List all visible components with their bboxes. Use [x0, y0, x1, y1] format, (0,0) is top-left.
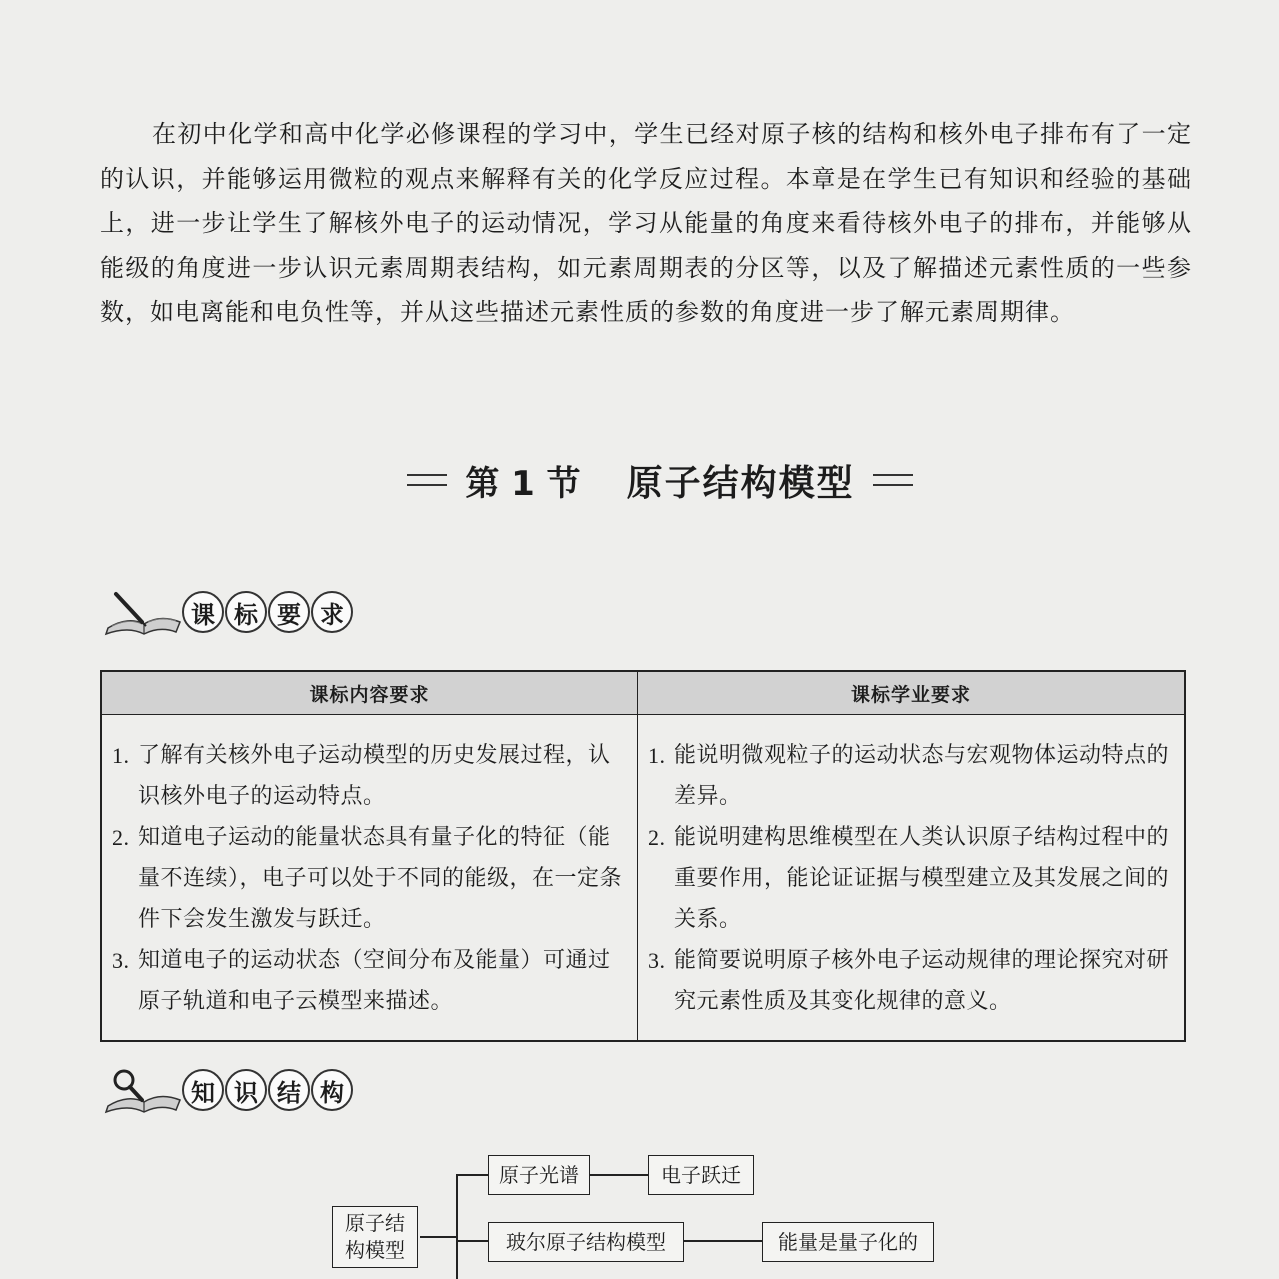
- requirement-item: [112, 735, 627, 817]
- connector-branch1-child: [588, 1174, 648, 1176]
- requirement-item: [648, 735, 1174, 817]
- connector-branch2-child: [682, 1240, 762, 1242]
- heading-char: 识: [225, 1069, 267, 1111]
- requirement-item: [648, 940, 1174, 1022]
- table-header-content-requirements: 课标内容要求: [101, 671, 638, 715]
- item-text: 能说明微观粒子的运动状态与宏观物体运动特点的差异。: [674, 743, 1170, 809]
- heading-char: 结: [268, 1069, 310, 1111]
- heading-char: 知: [182, 1069, 224, 1111]
- intro-section: [100, 112, 1192, 335]
- connector-root: [420, 1236, 458, 1238]
- item-number: 1.: [112, 743, 130, 768]
- curriculum-table: [100, 670, 1186, 1042]
- requirement-item: [112, 940, 627, 1022]
- heading-char: 课: [182, 591, 224, 633]
- item-text: 了解有关核外电子运动模型的历史发展过程，认识核外电子的运动特点。: [138, 743, 611, 809]
- item-number: 3.: [648, 948, 666, 973]
- title-rule-right: [873, 474, 913, 486]
- table-header-academic-requirements: 课标学业要求: [638, 671, 1186, 715]
- requirement-item: [648, 817, 1174, 940]
- diagram-node-electron-transition: 电子跃迁: [648, 1155, 754, 1195]
- requirement-item: [112, 817, 627, 940]
- section-title: [380, 450, 940, 510]
- item-text: 知道电子运动的能量状态具有量子化的特征（能量不连续），电子可以处于不同的能级，在一定条件下会发生激发与跃迁。: [138, 825, 623, 932]
- academic-requirements-cell: [638, 715, 1186, 1042]
- connector-branch1: [456, 1174, 488, 1176]
- heading-char: 要: [268, 591, 310, 633]
- item-text: 能简要说明原子核外电子运动规律的理论探究对研究元素性质及其变化规律的意义。: [674, 948, 1170, 1014]
- intro-paragraph: 在初中化学和高中化学必修课程的学习中，学生已经对原子核的结构和核外电子排布有了一定的认识，并能够运用微粒的观点来解释有关的化学反应过程。本章是在学生已有知识和经验的基础上，进一步让学生了解核外电子的运动情况，学习从能量的角度来看待核外电子的排布，并能够从能级的角度进一步认识元素周期表结构，如元素周期表的分区等，以及了解描述元素性质的一些参数，如电离能和电负性等，并从这些描述元素性质的参数的角度进一步了解元素周期律。: [100, 120, 1192, 326]
- title-rule-left: [407, 474, 447, 486]
- item-number: 3.: [112, 948, 130, 973]
- diagram-node-bohr-model: 玻尔原子结构模型: [488, 1222, 684, 1262]
- item-number: 1.: [648, 743, 666, 768]
- item-number: 2.: [112, 825, 130, 850]
- content-requirements-cell: [101, 715, 638, 1042]
- knowledge-heading: [102, 1060, 354, 1120]
- open-book-magnifier-icon: [102, 1066, 182, 1114]
- item-text: 知道电子的运动状态（空间分布及能量）可通过原子轨道和电子云模型来描述。: [138, 948, 611, 1014]
- item-text: 能说明建构思维模型在人类认识原子结构过程中的重要作用，能论证证据与模型建立及其发展之间的关系。: [674, 825, 1170, 932]
- connector-branch2: [456, 1240, 488, 1242]
- diagram-node-quantized-energy: 能量是量子化的: [762, 1222, 934, 1262]
- open-book-pen-icon: [102, 588, 182, 636]
- heading-char: 求: [311, 591, 353, 633]
- section-name: 原子结构模型: [626, 462, 855, 504]
- diagram-node-atomic-spectrum: 原子光谱: [488, 1155, 590, 1195]
- heading-char: 构: [311, 1069, 353, 1111]
- heading-char: 标: [225, 591, 267, 633]
- section-number: 第 1 节: [465, 463, 581, 504]
- item-number: 2.: [648, 825, 666, 850]
- diagram-node-root: 原子结构模型: [332, 1206, 418, 1268]
- curriculum-heading: [102, 582, 354, 642]
- connector-vertical: [456, 1174, 458, 1279]
